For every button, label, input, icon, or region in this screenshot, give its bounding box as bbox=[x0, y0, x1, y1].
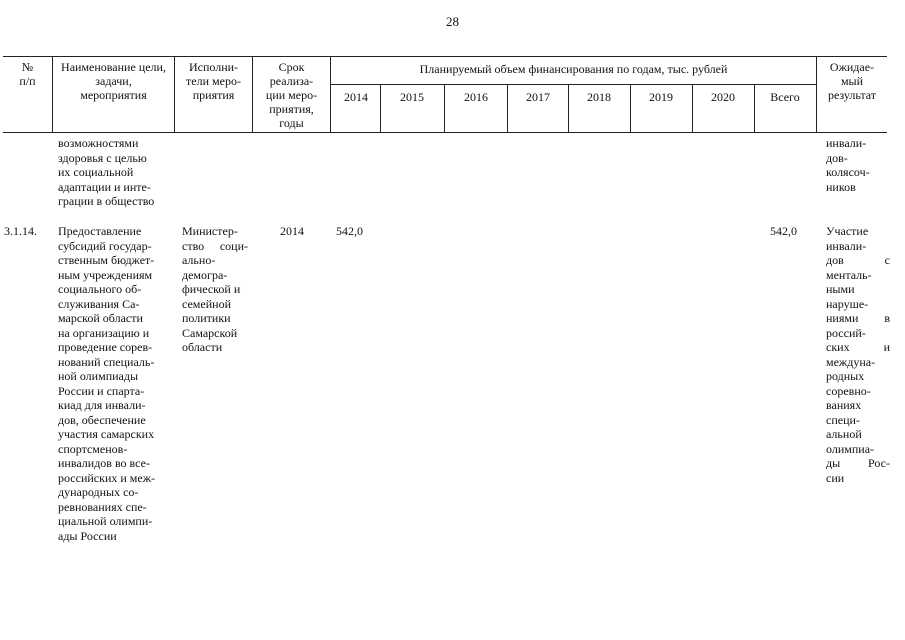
page-number: 28 bbox=[446, 14, 459, 29]
header-number: № п/п bbox=[19, 60, 36, 88]
continued-row-result: инвали- дов- колясоч- ников bbox=[826, 136, 870, 194]
years-divider bbox=[330, 84, 816, 85]
header-top-border bbox=[3, 56, 887, 57]
header-name: Наименование цели, задачи, мероприятия bbox=[61, 60, 166, 102]
header-year-2015: 2015 bbox=[400, 90, 424, 104]
header-bottom-border bbox=[3, 132, 887, 133]
header-year-2016: 2016 bbox=[464, 90, 488, 104]
header-year-2019: 2019 bbox=[649, 90, 673, 104]
header-year-2020: 2020 bbox=[711, 90, 735, 104]
header-year-2017: 2017 bbox=[526, 90, 550, 104]
header-year-2018: 2018 bbox=[587, 90, 611, 104]
header-total: Всего bbox=[770, 90, 800, 104]
row-value-total: 542,0 bbox=[770, 224, 797, 238]
row-number: 3.1.14. bbox=[4, 224, 37, 238]
continued-row-name: возможностями здоровья с целью их социальной адаптации и инте- грации в общество bbox=[58, 136, 155, 208]
row-term: 2014 bbox=[280, 224, 304, 238]
header-funding: Планируемый объем финансирования по годам, тыс. рублей bbox=[419, 62, 728, 76]
header-term: Срок реализа- ции меро- приятия, годы bbox=[265, 60, 318, 130]
row-name: Предоставление субсидий государ- ственным бюджет- ным учреждениям социального об- служивания Са- марской области на организацию и проведение сорев- нований специаль- ной олимпиады России и спарта- киад для инвали- дов, обеспечение участия самарских спортсменов- инвалидов во все- российских и меж- дународных со- ревнованиях спе- циальной олимпи- ады России bbox=[58, 224, 156, 543]
header-year-2014: 2014 bbox=[344, 90, 368, 104]
row-executor: Министер- ство соци- ально- демогра- фической и семейной политики Самарской области bbox=[182, 224, 248, 354]
row-result: Участие инвали- дов с менталь- ными наруше- ниями в россий- ских и междуна- родных соревно- ваниях специ- альной олимпиа- ды Рос- сии bbox=[826, 224, 890, 485]
col-divider bbox=[444, 84, 445, 133]
header-executor: Исполни- тели меро- приятия bbox=[186, 60, 241, 102]
row-value-2014: 542,0 bbox=[336, 224, 363, 238]
header-result: Ожидае- мый результат bbox=[827, 60, 877, 102]
